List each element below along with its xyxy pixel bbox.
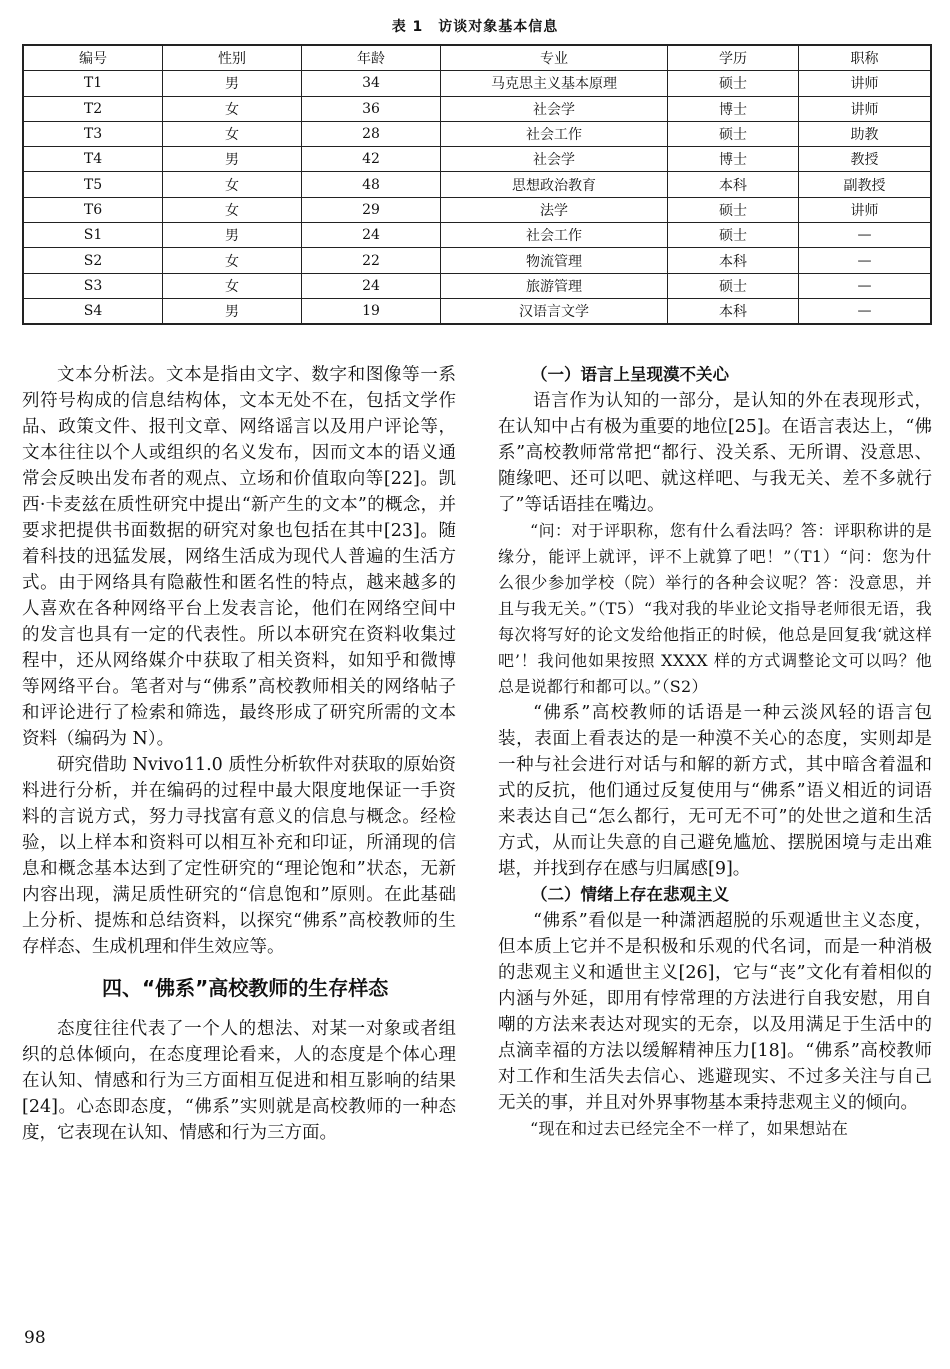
right-column bbox=[498, 362, 932, 1142]
table-cell: 女 bbox=[163, 172, 302, 197]
table-cell: 男 bbox=[163, 298, 302, 324]
table-cell: 本科 bbox=[668, 248, 799, 273]
table-cell: 讲师 bbox=[799, 71, 932, 96]
table-cell: — bbox=[799, 248, 932, 273]
table-cell: 男 bbox=[163, 71, 302, 96]
table-cell: T3 bbox=[23, 121, 163, 146]
table-cell: 马克思主义基本原理 bbox=[441, 71, 668, 96]
table-body bbox=[23, 71, 931, 324]
table-cell: 助教 bbox=[799, 121, 932, 146]
left-column bbox=[22, 362, 456, 1146]
table-cell: 社会学 bbox=[441, 96, 668, 121]
table-cell: 硕士 bbox=[668, 197, 799, 222]
table-cell: 社会工作 bbox=[441, 223, 668, 248]
table-cell: 副教授 bbox=[799, 172, 932, 197]
table-row bbox=[23, 223, 931, 248]
table-cell: T5 bbox=[23, 172, 163, 197]
section-heading: （二）情绪上存在悲观主义 bbox=[531, 885, 729, 904]
chapter-heading: 四、“佛系”高校教师的生存样态 bbox=[102, 976, 389, 1000]
table-cell: 社会工作 bbox=[441, 121, 668, 146]
table-cell: 物流管理 bbox=[441, 248, 668, 273]
table-cell: 男 bbox=[163, 147, 302, 172]
table-cell: 博士 bbox=[668, 147, 799, 172]
body-paragraph: “佛系”高校教师的话语是一种云淡风轻的语言包装，表面上看表达的是一种漠不关心的态度，实则却是一种与社会进行对话与和解的新方式，其中暗含着温和式的反抗，他们通过反复使用与“佛系”语义相近的词语来表达自己“怎么都行，无可无不可”的处世之道和生活方式，从而让失意的自己避免尴尬、摆脱困境与走出难堪，并找到存在感与归属感[9]。 bbox=[498, 703, 932, 879]
table-row bbox=[23, 121, 931, 146]
table-cell: — bbox=[799, 273, 932, 298]
table-cell: 48 bbox=[302, 172, 441, 197]
table-row bbox=[23, 248, 931, 273]
table-cell: 硕士 bbox=[668, 71, 799, 96]
table-cell: 19 bbox=[302, 298, 441, 324]
table-cell: 22 bbox=[302, 248, 441, 273]
table-cell: T6 bbox=[23, 197, 163, 222]
interview-quote: “现在和过去已经完全不一样了，如果想站在 bbox=[530, 1119, 849, 1138]
table-cell: 29 bbox=[302, 197, 441, 222]
table-cell: — bbox=[799, 223, 932, 248]
table-cell: 硕士 bbox=[668, 223, 799, 248]
table-cell: S2 bbox=[23, 248, 163, 273]
table-cell: 本科 bbox=[668, 298, 799, 324]
table-cell: 社会学 bbox=[441, 147, 668, 172]
table-cell: 博士 bbox=[668, 96, 799, 121]
table-row bbox=[23, 172, 931, 197]
table-cell: 女 bbox=[163, 96, 302, 121]
body-paragraph: 文本分析法。文本是指由文字、数字和图像等一系列符号构成的信息结构体，文本无处不在，包括文学作品、政策文件、报刊文章、网络谣言以及用户评论等，文本往往以个人或组织的名义发布，因而文本的语义通常会反映出发布者的观点、立场和价值取向等[22]。凯西·卡麦兹在质性研究中提出“新产生的文本”的概念，并要求把提供书面数据的研究对象也包括在其中[23]。随着科技的迅猛发展，网络生活成为现代人普遍的生活方式。由于网络具有隐蔽性和匿名性的特点，越来越多的人喜欢在各种网络平台上发表言论，他们在网络空间中的发言也具有一定的代表性。所以本研究在资料收集过程中，还从网络媒介中获取了相关资料，如知乎和微博等网络平台。笔者对与“佛系”高校教师相关的网络帖子和评论进行了检索和筛选，最终形成了研究所需的文本资料（编码为 N）。 bbox=[22, 365, 456, 749]
table-cell: 女 bbox=[163, 121, 302, 146]
table-row bbox=[23, 298, 931, 324]
table-cell: 女 bbox=[163, 248, 302, 273]
table-row bbox=[23, 273, 931, 298]
table-cell: S4 bbox=[23, 298, 163, 324]
table-cell: S1 bbox=[23, 223, 163, 248]
table-cell: 旅游管理 bbox=[441, 273, 668, 298]
table-cell: 教授 bbox=[799, 147, 932, 172]
table-cell: 硕士 bbox=[668, 121, 799, 146]
table-cell: 法学 bbox=[441, 197, 668, 222]
table-cell: 本科 bbox=[668, 172, 799, 197]
table-cell: 36 bbox=[302, 96, 441, 121]
table-cell: 思想政治教育 bbox=[441, 172, 668, 197]
header-cell: 职称 bbox=[799, 45, 932, 71]
table-header-row bbox=[23, 45, 931, 71]
table-cell: S3 bbox=[23, 273, 163, 298]
page-number: 98 bbox=[24, 1328, 46, 1348]
table-cell: 24 bbox=[302, 223, 441, 248]
header-cell: 学历 bbox=[668, 45, 799, 71]
section-heading: （一）语言上呈现漠不关心 bbox=[531, 365, 729, 384]
table-row bbox=[23, 71, 931, 96]
table-cell: 汉语言文学 bbox=[441, 298, 668, 324]
info-table bbox=[22, 44, 932, 325]
table-row bbox=[23, 96, 931, 121]
table-cell: 讲师 bbox=[799, 96, 932, 121]
table-cell: T2 bbox=[23, 96, 163, 121]
table-cell: — bbox=[799, 298, 932, 324]
table-cell: 硕士 bbox=[668, 273, 799, 298]
header-cell: 性别 bbox=[163, 45, 302, 71]
table-cell: T4 bbox=[23, 147, 163, 172]
body-paragraph: 态度往往代表了一个人的想法、对某一对象或者组织的总体倾向，在态度理论看来，人的态度是个体心理在认知、情感和行为三方面相互促进和相互影响的结果[24]。心态即态度，“佛系”实则就是高校教师的一种态度，它表现在认知、情感和行为三方面。 bbox=[22, 1019, 456, 1143]
table-cell: 24 bbox=[302, 273, 441, 298]
table-cell: 28 bbox=[302, 121, 441, 146]
table-cell: 讲师 bbox=[799, 197, 932, 222]
table-row bbox=[23, 197, 931, 222]
table-cell: 42 bbox=[302, 147, 441, 172]
table-cell: 女 bbox=[163, 197, 302, 222]
table-cell: 女 bbox=[163, 273, 302, 298]
body-paragraph: 研究借助 Nvivo11.0 质性分析软件对获取的原始资料进行分析，并在编码的过程中最大限度地保证一手资料的言说方式，努力寻找富有意义的信息与概念。经检验，以上样本和资料可以相互补充和印证，所涌现的信息和概念基本达到了定性研究的“理论饱和”状态，无新内容出现，满足质性研究的“信息饱和”原则。在此基础上分析、提炼和总结资料，以探究“佛系”高校教师的生存样态、生成机理和伴生效应等。 bbox=[22, 755, 456, 957]
body-paragraph: 语言作为认知的一部分，是认知的外在表现形式，在认知中占有极为重要的地位[25]。在语言表达上，“佛系”高校教师常常把“都行、没关系、无所谓、没意思、随缘吧、还可以吧、就这样吧、与我无关、差不多就行了”等话语挂在嘴边。 bbox=[498, 391, 932, 515]
table-cell: T1 bbox=[23, 71, 163, 96]
interview-quote: “问：对于评职称，您有什么看法吗？答：评职称讲的是缘分，能评上就评，评不上就算了吧！”（T1）“问：您为什么很少参加学校（院）举行的各种会议呢？答：没意思，并且与我无关。”（T5）“我对我的毕业论文指导老师很无语，我每次将写好的论文发给他指正的时候，他总是回复我‘就这样吧’！我问他如果按照 XXXX 样的方式调整论文可以吗？他总是说都行和都可以。”（S2） bbox=[498, 521, 932, 696]
header-cell: 专业 bbox=[441, 45, 668, 71]
table-cell: 34 bbox=[302, 71, 441, 96]
table-row bbox=[23, 147, 931, 172]
header-cell: 编号 bbox=[23, 45, 163, 71]
header-cell: 年龄 bbox=[302, 45, 441, 71]
table-title: 表 1 访谈对象基本信息 bbox=[391, 19, 559, 35]
body-paragraph: “佛系”看似是一种潇洒超脱的乐观遁世主义态度，但本质上它并不是积极和乐观的代名词，而是一种消极的悲观主义和遁世主义[26]，它与“丧”文化有着相似的内涵与外延，即用有悖常理的方法进行自我安慰，用自嘲的方法来表达对现实的无奈，以及用满足于生活中的点滴幸福的方法以缓解精神压力[18]。“佛系”高校教师对工作和生活失去信心、逃避现实、不过多关注与自己无关的事，并且对外界事物基本秉持悲观主义的倾向。 bbox=[498, 911, 932, 1113]
table-cell: 男 bbox=[163, 223, 302, 248]
